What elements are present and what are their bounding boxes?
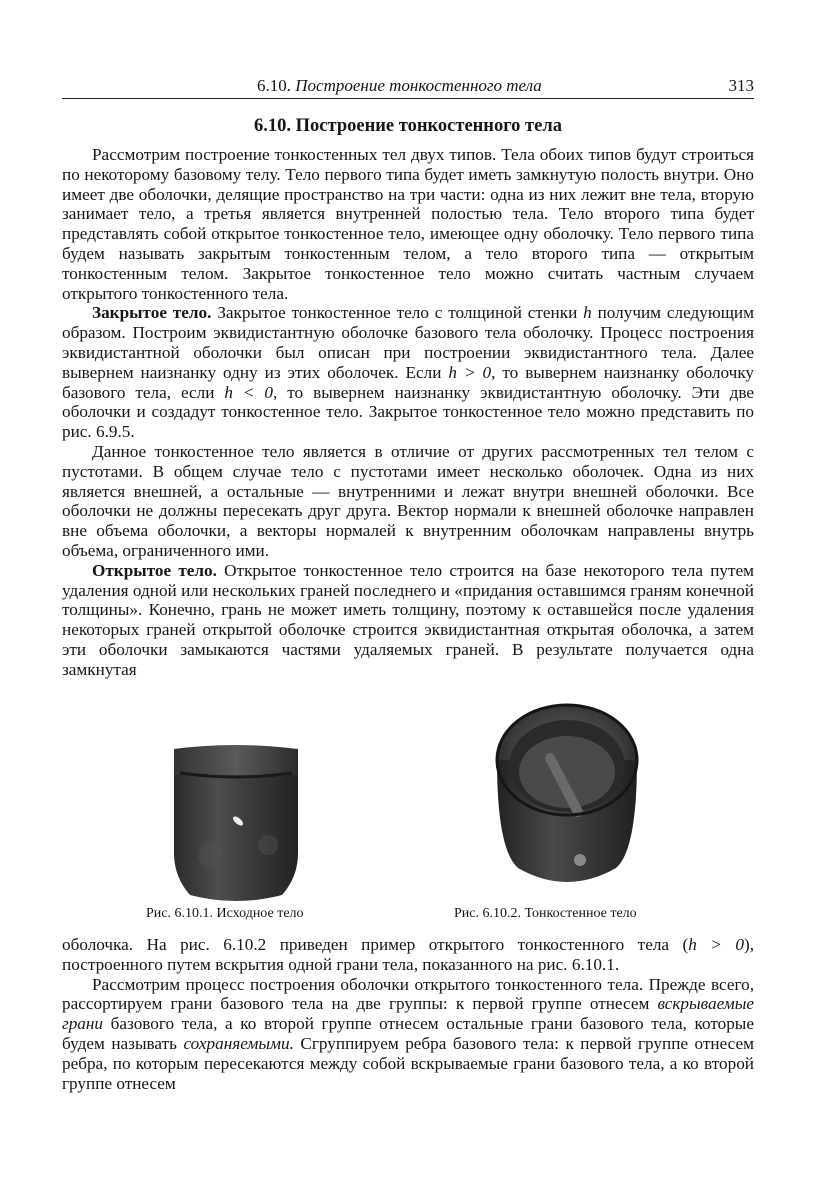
math-condition: h < 0 xyxy=(224,382,274,402)
page-number: 313 xyxy=(728,76,754,95)
term-kept-faces: сохраняемыми. xyxy=(183,1033,294,1053)
thin-walled-body-render xyxy=(442,700,692,925)
paragraph-intro: Рассмотрим построение тонкостенных тел двух типов. Тела обоих типов будут строиться по некоторому базовому телу. Тело первого типа будет иметь замкнутую полость внутри. Оно имеет две оболочки, делящие пространство на три части: одна из них лежит вне тела, вторую занимает тело, а третья является внутренней полостью тела. Тело второго типа будет представлять собой открытое тонкостенное тело, имеющее одну оболочку. Тело первого типа будем называть закрытым тонкостенным телом, а тело второго типа — открытым тонкостенным телом. Закрытое тонкостенное тело можно считать частным случаем открытого тонкостенного тела. xyxy=(62,145,754,303)
figure-original-body xyxy=(140,735,380,925)
paragraph-continuation: оболочка. На рис. 6.10.2 приведен пример открытого тонкостенного тела (h > 0), построенного путем вскрытия одной грани тела, показанного на рис. 6.10.1. xyxy=(62,935,754,974)
body-text-upper xyxy=(62,145,754,680)
figure-thin-walled-body xyxy=(442,700,692,925)
math-condition: h > 0 xyxy=(688,935,744,954)
paragraph-procedure: Рассмотрим процесс построения оболочки открытого тонкостенного тела. Прежде всего, рассортируем грани базового тела на две группы: к первой группе отнесем вскрываемые грани базового тела, а ко второй группе отнесем остальные грани базового тела, которые будем называть сохраняемыми. Сгруппируем ребра базового тела: к первой группе отнесем ребра, по которым пересекаются между собой вскрываемые грани базового тела, а ко второй группе отнесем xyxy=(62,974,755,1093)
paragraph-closed-body: Закрытое тело. Закрытое тонкостенное тело с толщиной стенки h получим следующим образом. Построим эквидистантную оболочке базового тела оболочку. Процесс построения эквидистантной оболочки был описан при построении эквидистантного тела. Далее вывернем наизнанку одну из этих оболочек. Если h > 0, то вывернем наизнанку оболочку базового тела, если h < 0, то вывернем наизнанку эквидистантную оболочку. Эти две оболочки и создадут тонкостенное тело. Закрытое тонкостенное тело можно представить по рис. 6.9.5. xyxy=(62,303,755,442)
running-header xyxy=(62,74,754,99)
math-h: h xyxy=(583,303,592,323)
run-in-heading-closed: Закрытое тело. xyxy=(92,303,212,323)
running-title: 6.10. Построение тонкостенного тела xyxy=(257,76,542,95)
run-in-heading-open: Открытое тело. xyxy=(92,560,217,580)
figure-caption: Рис. 6.10.1. Исходное тело xyxy=(146,906,304,921)
body-text-lower xyxy=(62,935,754,1093)
section-heading: 6.10. Построение тонкостенного тела xyxy=(254,116,562,136)
figure-caption: Рис. 6.10.2. Тонкостенное тело xyxy=(454,906,637,921)
paragraph-voids: Данное тонкостенное тело является в отличие от других рассмотренных тел телом с пустотами. В общем случае тело с пустотами имеет несколько оболочек. Одна из них является внешней, а остальные — внутренними и лежат внутри внешней оболочки. Все оболочки не должны пересекать друг друга. Вектор нормали к внешней оболочке направлен вне объема оболочки, а векторы нормалей к внутренним оболочкам направлены внутрь объема, ограниченного ими. xyxy=(62,441,754,560)
original-body-render xyxy=(140,735,380,925)
term-opened-faces: вскрываемые грани xyxy=(62,994,755,1034)
math-condition: h > 0 xyxy=(448,362,492,382)
paragraph-open-body: Открытое тело. Открытое тонкостенное тело строится на базе некоторого тела путем удаления одной или нескольких граней последнего и «придания оставшимся граням конечной толщины». Конечно, грань не может иметь толщину, поэтому к оставшейся после удаления некоторых граней открытой оболочке строится эквидистантная открытая оболочка, а затем эти оболочки замыкаются частями удаляемых граней. В результате получается одна замкнутая xyxy=(62,560,755,679)
